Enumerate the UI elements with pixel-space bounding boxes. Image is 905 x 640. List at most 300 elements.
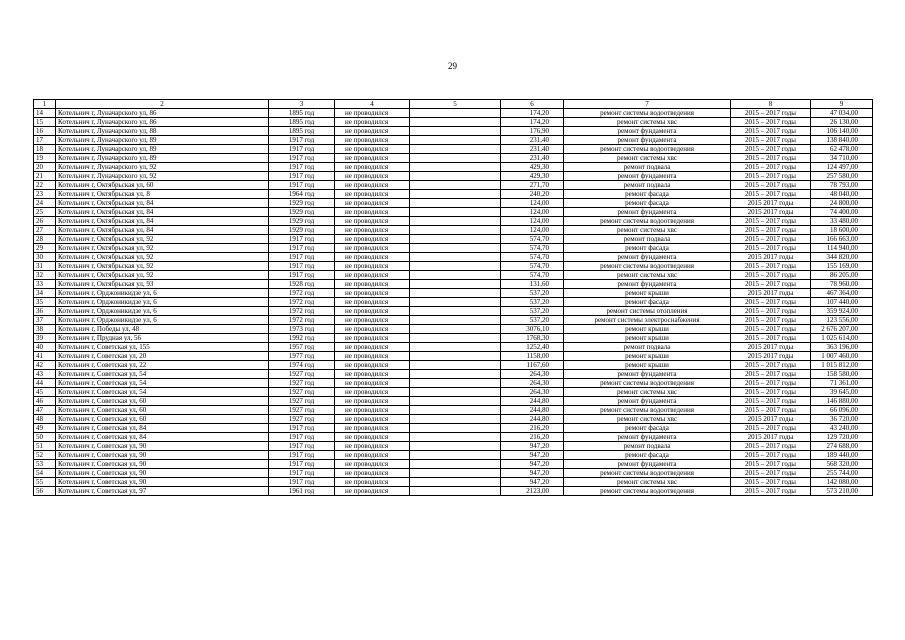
address-cell: Котельнич г, Советская ул, 60 bbox=[56, 397, 269, 406]
blank-cell bbox=[410, 325, 501, 334]
period-cell: 2015 2017 годы bbox=[731, 208, 811, 217]
last-repair-cell: не проводился bbox=[335, 190, 410, 199]
area-cell: 429,30 bbox=[501, 172, 564, 181]
blank-cell bbox=[410, 217, 501, 226]
area-cell: 947,20 bbox=[501, 460, 564, 469]
address-cell: Котельнич г, Советская ул, 84 bbox=[56, 424, 269, 433]
work-type-cell: ремонт подвала bbox=[564, 181, 731, 190]
address-cell: Котельнич г, Октябрьская ул, 92 bbox=[56, 271, 269, 280]
table-row bbox=[34, 109, 873, 118]
table-row bbox=[34, 361, 873, 370]
last-repair-cell: не проводился bbox=[335, 181, 410, 190]
build-year-cell: 1917 год bbox=[269, 460, 335, 469]
period-cell: 2015 – 2017 годы bbox=[731, 478, 811, 487]
row-number: 20 bbox=[34, 163, 56, 172]
blank-cell bbox=[410, 388, 501, 397]
work-type-cell: ремонт крыши bbox=[564, 325, 731, 334]
work-type-cell: ремонт системы водоотведения bbox=[564, 469, 731, 478]
blank-cell bbox=[410, 370, 501, 379]
area-cell: 574,70 bbox=[501, 271, 564, 280]
build-year-cell: 1992 год bbox=[269, 334, 335, 343]
cost-cell: 78 793,00 bbox=[811, 181, 873, 190]
table-body bbox=[34, 100, 873, 496]
work-type-cell: ремонт фасада bbox=[564, 451, 731, 460]
address-cell: Котельнич г, Октябрьская ул, 84 bbox=[56, 208, 269, 217]
table-row bbox=[34, 226, 873, 235]
build-year-cell: 1927 год bbox=[269, 388, 335, 397]
row-number: 43 bbox=[34, 370, 56, 379]
row-number: 29 bbox=[34, 244, 56, 253]
period-cell: 2015 2017 годы bbox=[731, 253, 811, 262]
cost-cell: 146 880,00 bbox=[811, 397, 873, 406]
column-number: 8 bbox=[731, 100, 811, 109]
work-type-cell: ремонт системы водоотведения bbox=[564, 109, 731, 118]
row-number: 22 bbox=[34, 181, 56, 190]
period-cell: 2015 – 2017 годы bbox=[731, 262, 811, 271]
blank-cell bbox=[410, 307, 501, 316]
table-row bbox=[34, 451, 873, 460]
last-repair-cell: не проводился bbox=[335, 226, 410, 235]
blank-cell bbox=[410, 172, 501, 181]
build-year-cell: 1917 год bbox=[269, 244, 335, 253]
address-cell: Котельнич г, Советская ул, 90 bbox=[56, 469, 269, 478]
period-cell: 2015 – 2017 годы bbox=[731, 316, 811, 325]
blank-cell bbox=[410, 469, 501, 478]
build-year-cell: 1895 год bbox=[269, 127, 335, 136]
work-type-cell: ремонт системы хвс bbox=[564, 271, 731, 280]
period-cell: 2015 2017 годы bbox=[731, 343, 811, 352]
address-cell: Котельнич г, Октябрьская ул, 8 bbox=[56, 190, 269, 199]
column-number: 4 bbox=[335, 100, 410, 109]
period-cell: 2015 – 2017 годы bbox=[731, 145, 811, 154]
blank-cell bbox=[410, 460, 501, 469]
blank-cell bbox=[410, 442, 501, 451]
work-type-cell: ремонт подвала bbox=[564, 235, 731, 244]
build-year-cell: 1917 год bbox=[269, 424, 335, 433]
column-number: 6 bbox=[501, 100, 564, 109]
build-year-cell: 1957 год bbox=[269, 343, 335, 352]
period-cell: 2015 – 2017 годы bbox=[731, 109, 811, 118]
row-number: 44 bbox=[34, 379, 56, 388]
row-number: 38 bbox=[34, 325, 56, 334]
row-number: 37 bbox=[34, 316, 56, 325]
cost-cell: 107 440,00 bbox=[811, 298, 873, 307]
table-row bbox=[34, 271, 873, 280]
period-cell: 2015 – 2017 годы bbox=[731, 406, 811, 415]
work-type-cell: ремонт фундамента bbox=[564, 397, 731, 406]
address-cell: Котельнич г, Советская ул, 90 bbox=[56, 442, 269, 451]
area-cell: 271,70 bbox=[501, 181, 564, 190]
cost-cell: 155 169,00 bbox=[811, 262, 873, 271]
build-year-cell: 1929 год bbox=[269, 208, 335, 217]
blank-cell bbox=[410, 424, 501, 433]
cost-cell: 71 361,00 bbox=[811, 379, 873, 388]
last-repair-cell: не проводился bbox=[335, 433, 410, 442]
table-row bbox=[34, 262, 873, 271]
blank-cell bbox=[410, 109, 501, 118]
build-year-cell: 1929 год bbox=[269, 199, 335, 208]
blank-cell bbox=[410, 136, 501, 145]
address-cell: Котельнич г, Советская ул, 20 bbox=[56, 352, 269, 361]
work-type-cell: ремонт подвала bbox=[564, 163, 731, 172]
address-cell: Котельнич г, Луначарского ул, 92 bbox=[56, 163, 269, 172]
cost-cell: 166 663,00 bbox=[811, 235, 873, 244]
cost-cell: 124 497,00 bbox=[811, 163, 873, 172]
cost-cell: 359 924,00 bbox=[811, 307, 873, 316]
area-cell: 231,40 bbox=[501, 145, 564, 154]
row-number: 28 bbox=[34, 235, 56, 244]
address-cell: Котельнич г, Советская ул, 60 bbox=[56, 406, 269, 415]
blank-cell bbox=[410, 163, 501, 172]
work-type-cell: ремонт системы водоотведения bbox=[564, 262, 731, 271]
row-number: 48 bbox=[34, 415, 56, 424]
cost-cell: 344 820,00 bbox=[811, 253, 873, 262]
cost-cell: 573 210,00 bbox=[811, 487, 873, 496]
table-row bbox=[34, 343, 873, 352]
build-year-cell: 1927 год bbox=[269, 397, 335, 406]
table-row bbox=[34, 190, 873, 199]
last-repair-cell: не проводился bbox=[335, 415, 410, 424]
area-cell: 131,60 bbox=[501, 280, 564, 289]
table-row bbox=[34, 181, 873, 190]
work-type-cell: ремонт фундамента bbox=[564, 253, 731, 262]
period-cell: 2015 – 2017 годы bbox=[731, 235, 811, 244]
address-cell: Котельнич г, Орджоникидзе ул, 6 bbox=[56, 316, 269, 325]
address-cell: Котельнич г, Советская ул, 54 bbox=[56, 388, 269, 397]
period-cell: 2015 – 2017 годы bbox=[731, 136, 811, 145]
row-number: 33 bbox=[34, 280, 56, 289]
cost-cell: 106 140,00 bbox=[811, 127, 873, 136]
address-cell: Котельнич г, Октябрьская ул, 84 bbox=[56, 217, 269, 226]
area-cell: 124,00 bbox=[501, 226, 564, 235]
work-type-cell: ремонт фундамента bbox=[564, 136, 731, 145]
row-number: 46 bbox=[34, 397, 56, 406]
cost-cell: 142 080,00 bbox=[811, 478, 873, 487]
work-type-cell: ремонт крыши bbox=[564, 352, 731, 361]
work-type-cell: ремонт системы водоотведения bbox=[564, 406, 731, 415]
table-row bbox=[34, 460, 873, 469]
period-cell: 2015 – 2017 годы bbox=[731, 298, 811, 307]
table-row bbox=[34, 136, 873, 145]
column-number: 9 bbox=[811, 100, 873, 109]
area-cell: 216,20 bbox=[501, 424, 564, 433]
blank-cell bbox=[410, 190, 501, 199]
address-cell: Котельнич г, Луначарского ул, 88 bbox=[56, 127, 269, 136]
address-cell: Котельнич г, Советская ул, 90 bbox=[56, 460, 269, 469]
table-row bbox=[34, 154, 873, 163]
cost-cell: 86 205,00 bbox=[811, 271, 873, 280]
build-year-cell: 1927 год bbox=[269, 415, 335, 424]
cost-cell: 274 688,00 bbox=[811, 442, 873, 451]
row-number: 14 bbox=[34, 109, 56, 118]
build-year-cell: 1972 год bbox=[269, 298, 335, 307]
blank-cell bbox=[410, 361, 501, 370]
blank-cell bbox=[410, 478, 501, 487]
address-cell: Котельнич г, Советская ул, 84 bbox=[56, 433, 269, 442]
build-year-cell: 1895 год bbox=[269, 109, 335, 118]
row-number: 49 bbox=[34, 424, 56, 433]
last-repair-cell: не проводился bbox=[335, 199, 410, 208]
work-type-cell: ремонт крыши bbox=[564, 334, 731, 343]
row-number: 42 bbox=[34, 361, 56, 370]
period-cell: 2015 – 2017 годы bbox=[731, 244, 811, 253]
row-number: 24 bbox=[34, 199, 56, 208]
blank-cell bbox=[410, 397, 501, 406]
last-repair-cell: не проводился bbox=[335, 487, 410, 496]
cost-cell: 1 007 460,00 bbox=[811, 352, 873, 361]
period-cell: 2015 – 2017 годы bbox=[731, 469, 811, 478]
work-type-cell: ремонт системы водоотведения bbox=[564, 379, 731, 388]
period-cell: 2015 – 2017 годы bbox=[731, 118, 811, 127]
build-year-cell: 1917 год bbox=[269, 235, 335, 244]
work-type-cell: ремонт системы отопления bbox=[564, 307, 731, 316]
build-year-cell: 1917 год bbox=[269, 163, 335, 172]
row-number: 18 bbox=[34, 145, 56, 154]
table-row bbox=[34, 415, 873, 424]
period-cell: 2015 – 2017 годы bbox=[731, 397, 811, 406]
blank-cell bbox=[410, 253, 501, 262]
build-year-cell: 1917 год bbox=[269, 469, 335, 478]
last-repair-cell: не проводился bbox=[335, 460, 410, 469]
last-repair-cell: не проводился bbox=[335, 352, 410, 361]
last-repair-cell: не проводился bbox=[335, 253, 410, 262]
column-number: 1 bbox=[34, 100, 56, 109]
row-number: 31 bbox=[34, 262, 56, 271]
blank-cell bbox=[410, 235, 501, 244]
area-cell: 244,80 bbox=[501, 406, 564, 415]
work-type-cell: ремонт системы хвс bbox=[564, 478, 731, 487]
last-repair-cell: не проводился bbox=[335, 343, 410, 352]
area-cell: 240,20 bbox=[501, 190, 564, 199]
build-year-cell: 1917 год bbox=[269, 172, 335, 181]
period-cell: 2015 2017 годы bbox=[731, 415, 811, 424]
area-cell: 174,20 bbox=[501, 109, 564, 118]
row-number: 40 bbox=[34, 343, 56, 352]
build-year-cell: 1928 год bbox=[269, 280, 335, 289]
table-row bbox=[34, 145, 873, 154]
area-cell: 429,30 bbox=[501, 163, 564, 172]
build-year-cell: 1977 год bbox=[269, 352, 335, 361]
table-row bbox=[34, 370, 873, 379]
area-cell: 176,90 bbox=[501, 127, 564, 136]
area-cell: 264,30 bbox=[501, 370, 564, 379]
build-year-cell: 1972 год bbox=[269, 289, 335, 298]
work-type-cell: ремонт фасада bbox=[564, 424, 731, 433]
blank-cell bbox=[410, 244, 501, 253]
address-cell: Котельнич г, Октябрьская ул, 92 bbox=[56, 253, 269, 262]
area-cell: 947,20 bbox=[501, 469, 564, 478]
address-cell: Котельнич г, Луначарского ул, 86 bbox=[56, 109, 269, 118]
last-repair-cell: не проводился bbox=[335, 262, 410, 271]
row-number: 30 bbox=[34, 253, 56, 262]
cost-cell: 1 025 614,00 bbox=[811, 334, 873, 343]
area-cell: 244,80 bbox=[501, 397, 564, 406]
work-type-cell: ремонт системы хвс bbox=[564, 118, 731, 127]
column-number: 5 bbox=[410, 100, 501, 109]
build-year-cell: 1972 год bbox=[269, 316, 335, 325]
last-repair-cell: не проводился bbox=[335, 469, 410, 478]
blank-cell bbox=[410, 487, 501, 496]
address-cell: Котельнич г, Луначарского ул, 92 bbox=[56, 172, 269, 181]
area-cell: 1768,30 bbox=[501, 334, 564, 343]
build-year-cell: 1895 год bbox=[269, 118, 335, 127]
row-number: 52 bbox=[34, 451, 56, 460]
table-row bbox=[34, 298, 873, 307]
row-number: 41 bbox=[34, 352, 56, 361]
table-row bbox=[34, 442, 873, 451]
cost-cell: 129 720,00 bbox=[811, 433, 873, 442]
work-type-cell: ремонт системы хвс bbox=[564, 388, 731, 397]
cost-cell: 18 600,00 bbox=[811, 226, 873, 235]
area-cell: 1167,60 bbox=[501, 361, 564, 370]
area-cell: 231,40 bbox=[501, 154, 564, 163]
table-row bbox=[34, 397, 873, 406]
build-year-cell: 1929 год bbox=[269, 217, 335, 226]
table-row bbox=[34, 217, 873, 226]
cost-cell: 39 645,00 bbox=[811, 388, 873, 397]
last-repair-cell: не проводился bbox=[335, 451, 410, 460]
blank-cell bbox=[410, 118, 501, 127]
area-cell: 574,70 bbox=[501, 262, 564, 271]
last-repair-cell: не проводился bbox=[335, 325, 410, 334]
work-type-cell: ремонт фасада bbox=[564, 190, 731, 199]
area-cell: 231,40 bbox=[501, 136, 564, 145]
last-repair-cell: не проводился bbox=[335, 145, 410, 154]
area-cell: 244,80 bbox=[501, 415, 564, 424]
table-row bbox=[34, 388, 873, 397]
last-repair-cell: не проводился bbox=[335, 127, 410, 136]
blank-cell bbox=[410, 406, 501, 415]
column-number: 2 bbox=[56, 100, 269, 109]
cost-cell: 363 196,00 bbox=[811, 343, 873, 352]
blank-cell bbox=[410, 334, 501, 343]
cost-cell: 189 440,00 bbox=[811, 451, 873, 460]
work-type-cell: ремонт фундамента bbox=[564, 127, 731, 136]
cost-cell: 78 960,00 bbox=[811, 280, 873, 289]
address-cell: Котельнич г, Советская ул, 54 bbox=[56, 379, 269, 388]
last-repair-cell: не проводился bbox=[335, 442, 410, 451]
period-cell: 2015 – 2017 годы bbox=[731, 163, 811, 172]
table-row bbox=[34, 478, 873, 487]
row-number: 55 bbox=[34, 478, 56, 487]
cost-cell: 114 940,00 bbox=[811, 244, 873, 253]
period-cell: 2015 – 2017 годы bbox=[731, 325, 811, 334]
row-number: 39 bbox=[34, 334, 56, 343]
last-repair-cell: не проводился bbox=[335, 316, 410, 325]
build-year-cell: 1961 год bbox=[269, 487, 335, 496]
table-row bbox=[34, 352, 873, 361]
last-repair-cell: не проводился bbox=[335, 217, 410, 226]
capital-repair-table bbox=[33, 99, 873, 496]
cost-cell: 26 130,00 bbox=[811, 118, 873, 127]
cost-cell: 255 744,00 bbox=[811, 469, 873, 478]
period-cell: 2015 – 2017 годы bbox=[731, 190, 811, 199]
blank-cell bbox=[410, 145, 501, 154]
address-cell: Котельнич г, Луначарского ул, 86 bbox=[56, 118, 269, 127]
blank-cell bbox=[410, 280, 501, 289]
row-number: 51 bbox=[34, 442, 56, 451]
last-repair-cell: не проводился bbox=[335, 388, 410, 397]
work-type-cell: ремонт фундамента bbox=[564, 370, 731, 379]
blank-cell bbox=[410, 154, 501, 163]
period-cell: 2015 – 2017 годы bbox=[731, 217, 811, 226]
address-cell: Котельнич г, Луначарского ул, 89 bbox=[56, 145, 269, 154]
cost-cell: 74 400,00 bbox=[811, 208, 873, 217]
cost-cell: 66 096,00 bbox=[811, 406, 873, 415]
table-row bbox=[34, 469, 873, 478]
cost-cell: 24 800,00 bbox=[811, 199, 873, 208]
area-cell: 574,70 bbox=[501, 244, 564, 253]
period-cell: 2015 – 2017 годы bbox=[731, 442, 811, 451]
build-year-cell: 1927 год bbox=[269, 370, 335, 379]
period-cell: 2015 – 2017 годы bbox=[731, 280, 811, 289]
last-repair-cell: не проводился bbox=[335, 379, 410, 388]
area-cell: 3076,10 bbox=[501, 325, 564, 334]
row-number: 19 bbox=[34, 154, 56, 163]
last-repair-cell: не проводился bbox=[335, 424, 410, 433]
period-cell: 2015 – 2017 годы bbox=[731, 487, 811, 496]
row-number: 25 bbox=[34, 208, 56, 217]
last-repair-cell: не проводился bbox=[335, 298, 410, 307]
area-cell: 174,20 bbox=[501, 118, 564, 127]
last-repair-cell: не проводился bbox=[335, 271, 410, 280]
blank-cell bbox=[410, 208, 501, 217]
row-number: 32 bbox=[34, 271, 56, 280]
work-type-cell: ремонт подвала bbox=[564, 442, 731, 451]
last-repair-cell: не проводился bbox=[335, 118, 410, 127]
blank-cell bbox=[410, 226, 501, 235]
address-cell: Котельнич г, Победы ул, 48 bbox=[56, 325, 269, 334]
area-cell: 1158,00 bbox=[501, 352, 564, 361]
blank-cell bbox=[410, 415, 501, 424]
work-type-cell: ремонт системы водоотведения bbox=[564, 145, 731, 154]
row-number: 34 bbox=[34, 289, 56, 298]
area-cell: 537,20 bbox=[501, 289, 564, 298]
period-cell: 2015 2017 годы bbox=[731, 289, 811, 298]
blank-cell bbox=[410, 289, 501, 298]
row-number: 21 bbox=[34, 172, 56, 181]
table-row bbox=[34, 487, 873, 496]
column-number-row bbox=[34, 100, 873, 109]
period-cell: 2015 – 2017 годы bbox=[731, 307, 811, 316]
table-row bbox=[34, 235, 873, 244]
address-cell: Котельнич г, Советская ул, 155 bbox=[56, 343, 269, 352]
last-repair-cell: не проводился bbox=[335, 307, 410, 316]
period-cell: 2015 – 2017 годы bbox=[731, 154, 811, 163]
column-number: 7 bbox=[564, 100, 731, 109]
blank-cell bbox=[410, 451, 501, 460]
period-cell: 2015 – 2017 годы bbox=[731, 127, 811, 136]
table-row bbox=[34, 127, 873, 136]
cost-cell: 43 240,00 bbox=[811, 424, 873, 433]
row-number: 16 bbox=[34, 127, 56, 136]
address-cell: Котельнич г, Советская ул, 22 bbox=[56, 361, 269, 370]
table-row bbox=[34, 316, 873, 325]
table-row bbox=[34, 433, 873, 442]
table-row bbox=[34, 199, 873, 208]
table-row bbox=[34, 280, 873, 289]
cost-cell: 2 676 207,00 bbox=[811, 325, 873, 334]
period-cell: 2015 – 2017 годы bbox=[731, 334, 811, 343]
blank-cell bbox=[410, 379, 501, 388]
build-year-cell: 1917 год bbox=[269, 154, 335, 163]
last-repair-cell: не проводился bbox=[335, 397, 410, 406]
work-type-cell: ремонт фасада bbox=[564, 244, 731, 253]
last-repair-cell: не проводился bbox=[335, 154, 410, 163]
work-type-cell: ремонт крыши bbox=[564, 289, 731, 298]
area-cell: 124,00 bbox=[501, 217, 564, 226]
period-cell: 2015 – 2017 годы bbox=[731, 379, 811, 388]
